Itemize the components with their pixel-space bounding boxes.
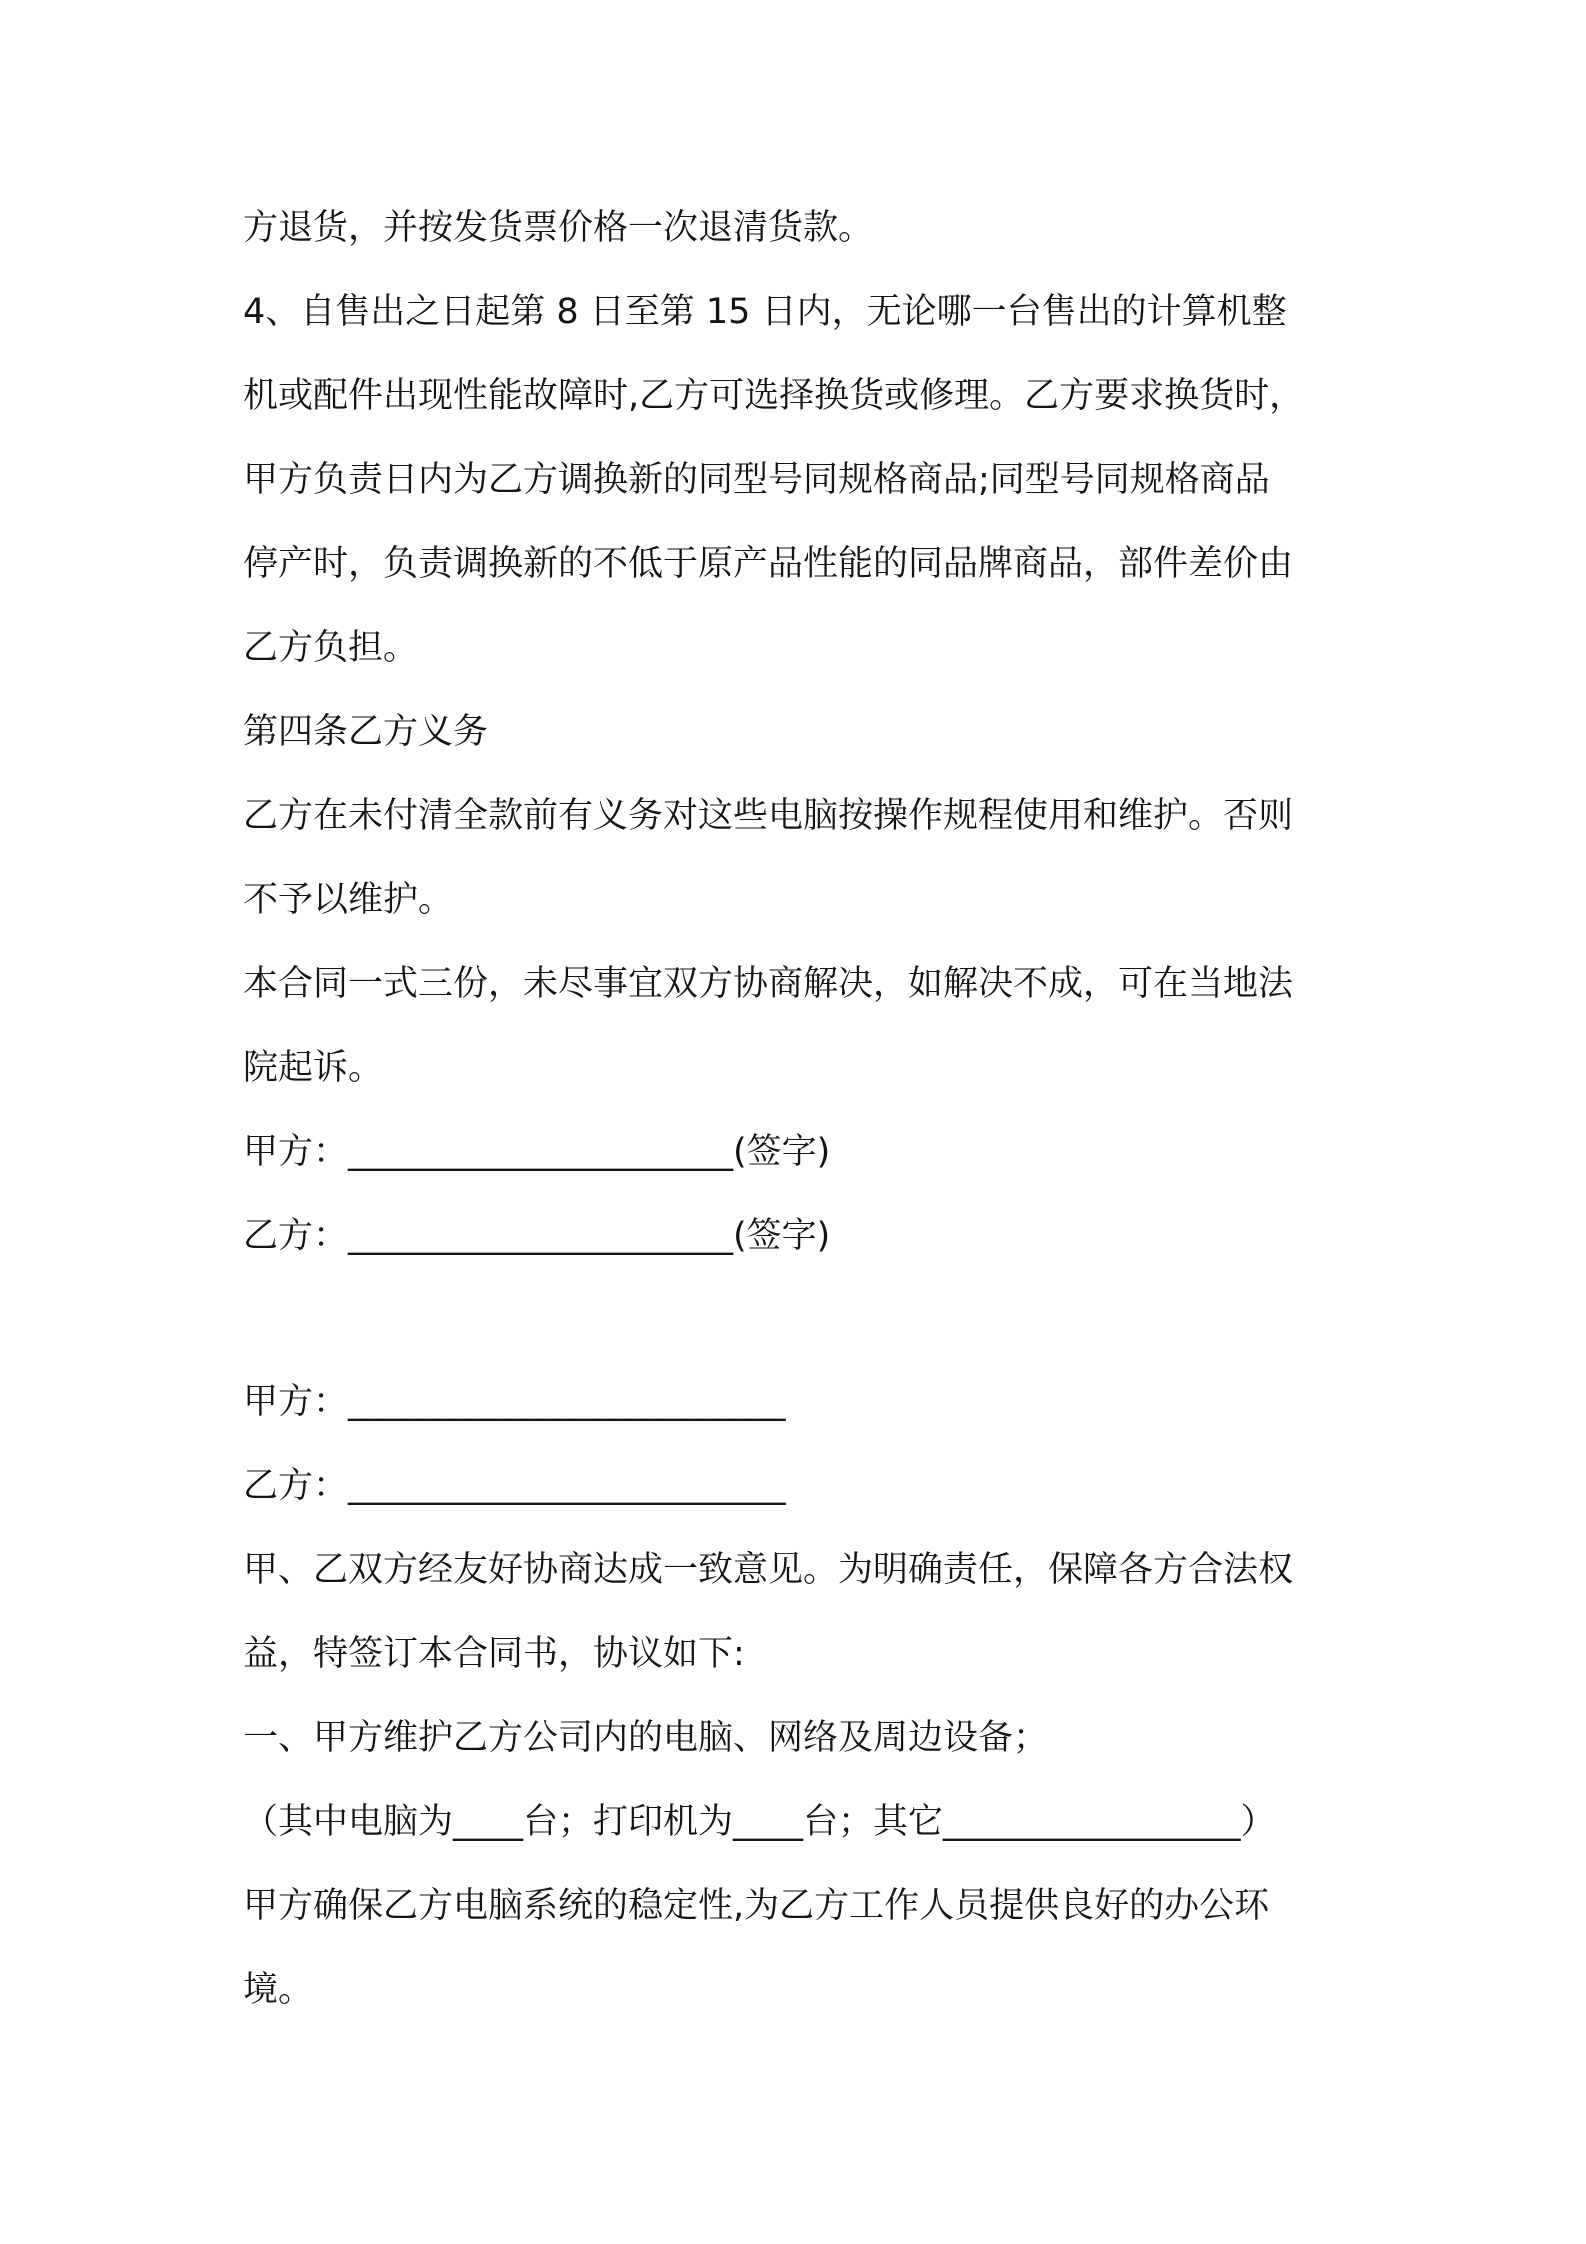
paragraph-line: 乙方负担。 <box>243 628 419 668</box>
clause-detail-line: （其中电脑为____台；打印机为____台；其它_________________） <box>243 1802 1276 1842</box>
paragraph-line: 乙方在未付清全款前有义务对这些电脑按操作规程使用和维护。否则 <box>243 796 1294 836</box>
paragraph-line: 机或配件出现性能故障时,乙方可选择换货或修理。乙方要求换货时， <box>243 376 1305 416</box>
paragraph-line: 本合同一式三份，未尽事宜双方协商解决，如解决不成，可在当地法 <box>243 964 1294 1004</box>
paragraph-line: 甲方负责日内为乙方调换新的同型号同规格商品;同型号同规格商品 <box>243 460 1270 500</box>
paragraph-line: 方退货，并按发货票价格一次退清货款。 <box>243 208 874 248</box>
signature-line-party-b: 乙方：______________________(签字) <box>243 1216 831 1256</box>
paragraph-line: 院起诉。 <box>243 1048 384 1088</box>
signature-line-party-a: 甲方：______________________(签字) <box>243 1132 831 1172</box>
paragraph-line: 益，特签订本合同书，协议如下: <box>243 1634 745 1674</box>
paragraph-line: 甲、乙双方经友好协商达成一致意见。为明确责任，保障各方合法权 <box>243 1550 1294 1590</box>
paragraph-line: 不予以维护。 <box>243 880 454 920</box>
paragraph-line: 甲方确保乙方电脑系统的稳定性,为乙方工作人员提供良好的办公环 <box>243 1886 1270 1926</box>
party-a-line: 甲方：_________________________ <box>243 1382 786 1422</box>
paragraph-line: 停产时，负责调换新的不低于原产品性能的同品牌商品，部件差价由 <box>243 544 1294 584</box>
paragraph-line: 境。 <box>243 1970 314 2010</box>
section-heading: 第四条乙方义务 <box>243 712 489 752</box>
party-b-line: 乙方：_________________________ <box>243 1466 786 1506</box>
clause-line: 一、甲方维护乙方公司内的电脑、网络及周边设备； <box>243 1718 1049 1758</box>
paragraph-line: 4、自售出之日起第 8 日至第 15 日内，无论哪一台售出的计算机整 <box>243 292 1287 332</box>
